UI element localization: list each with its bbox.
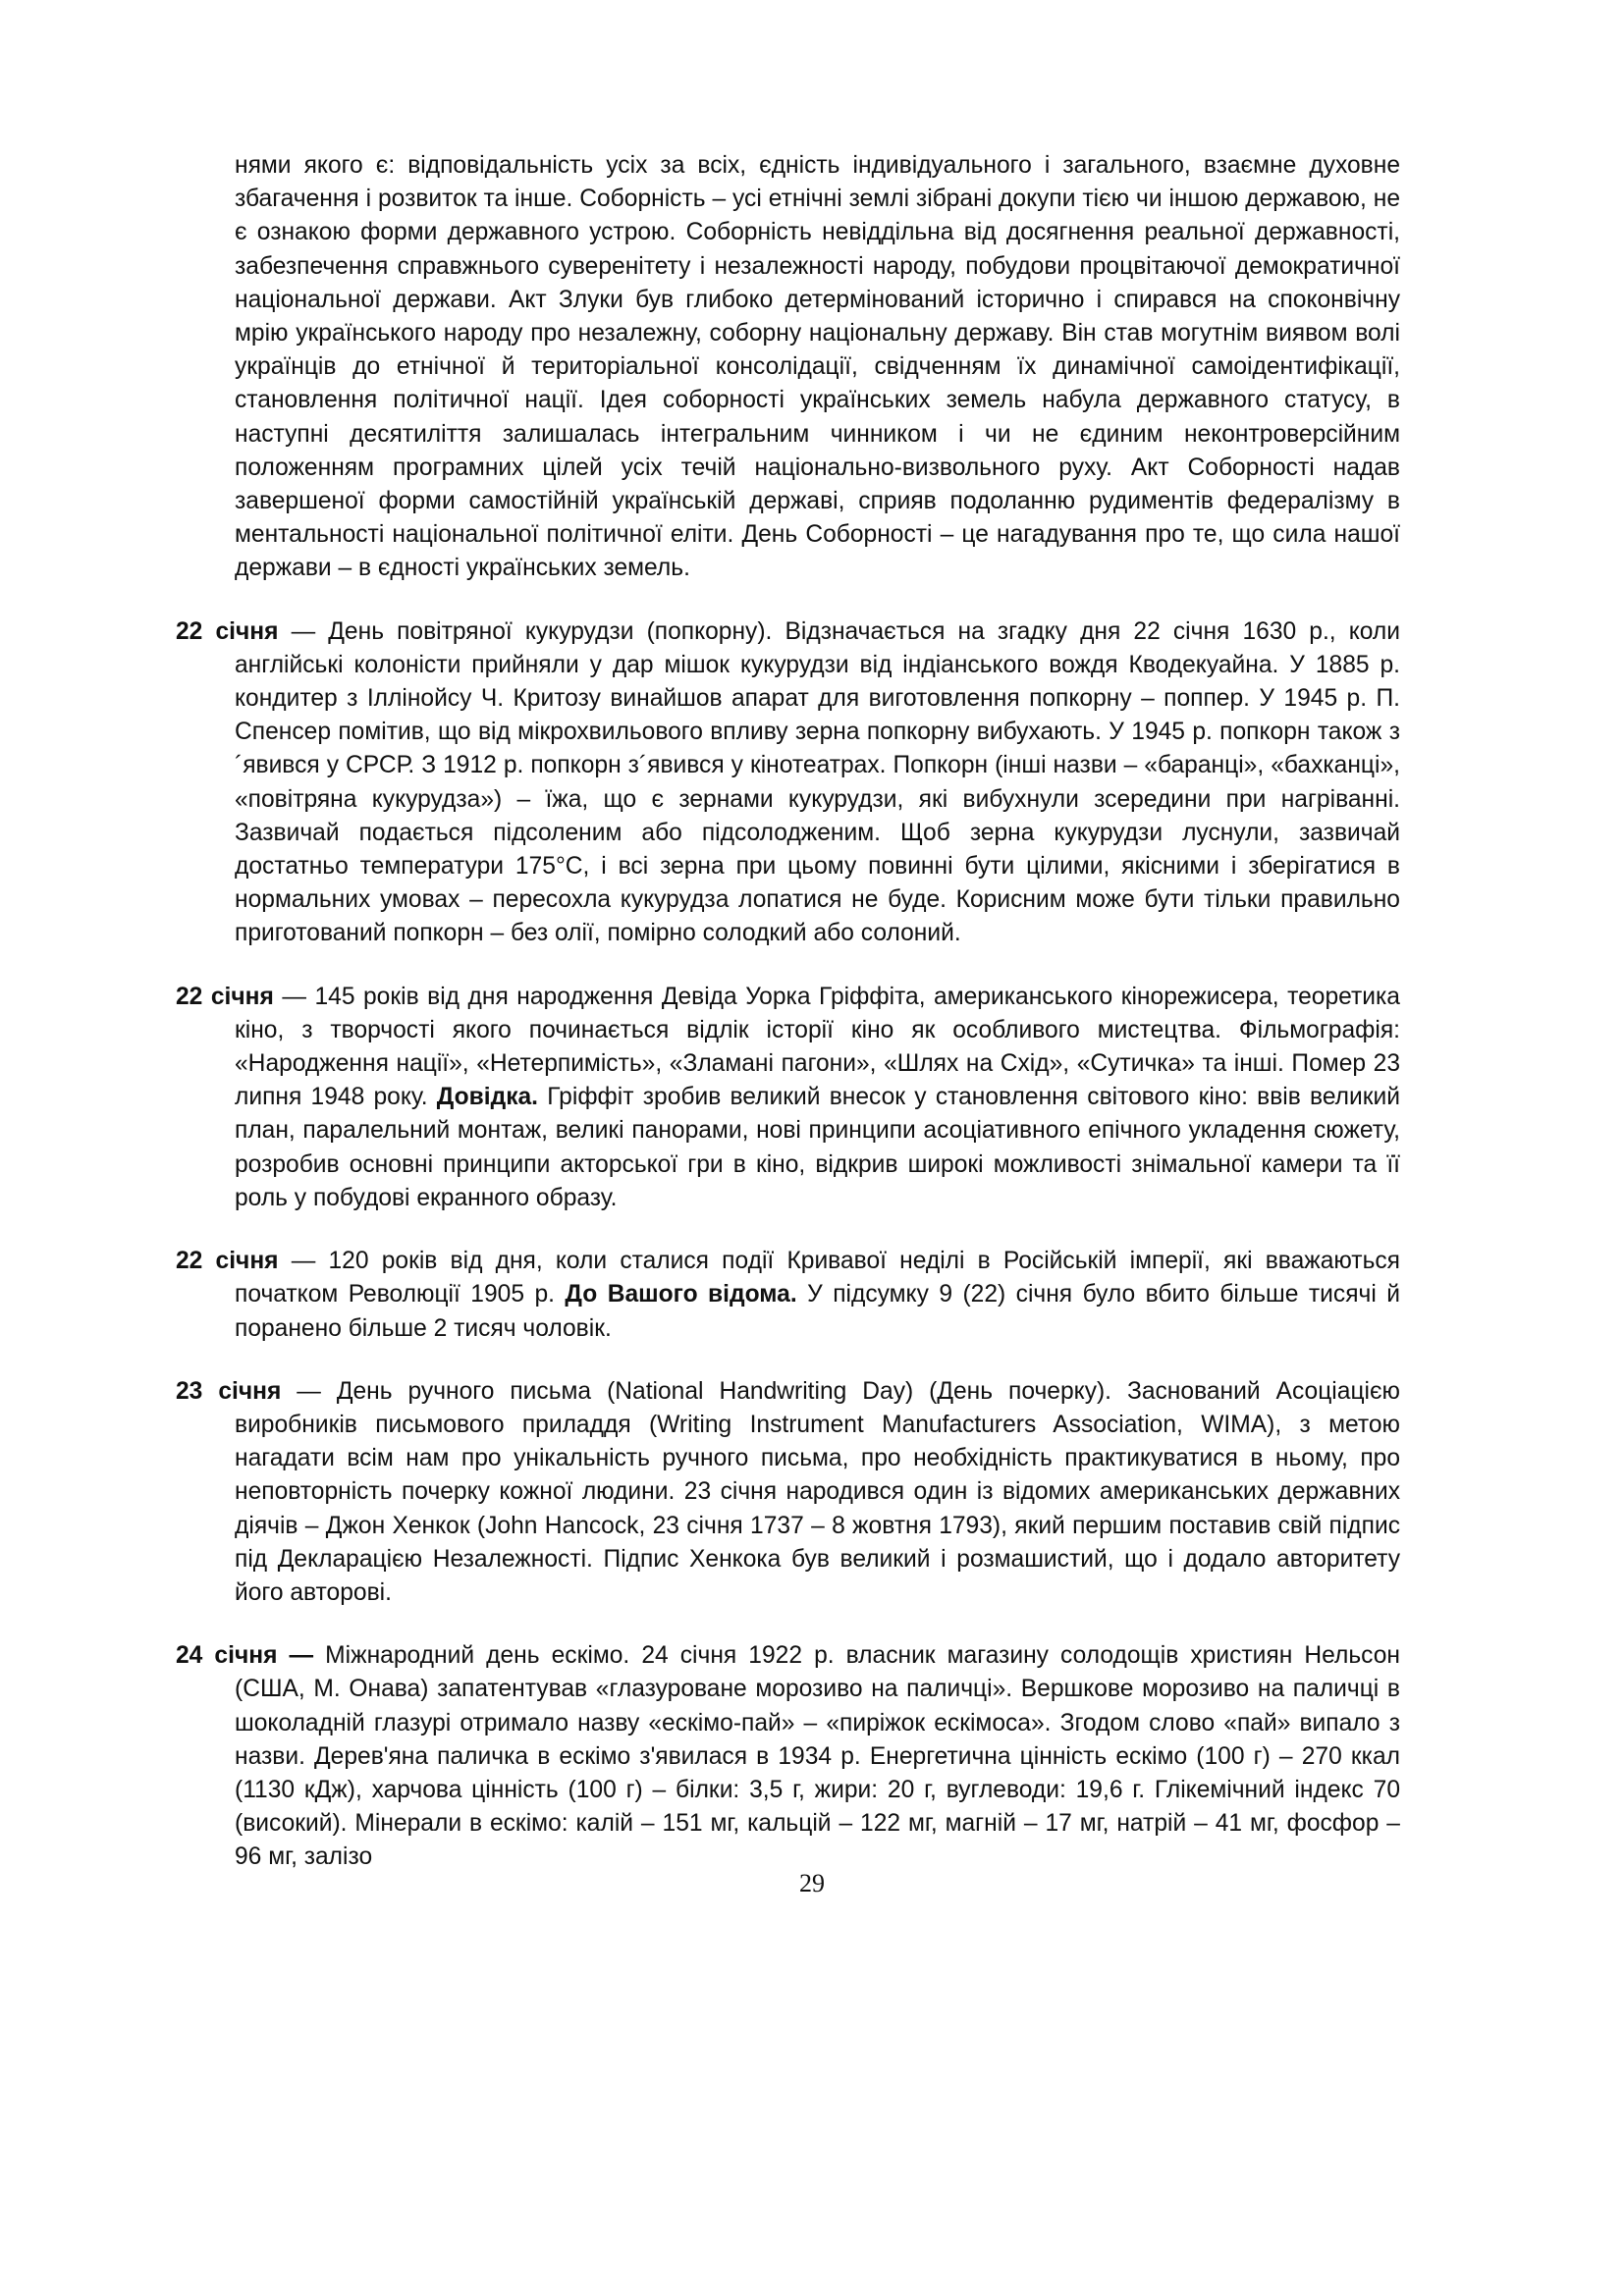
calendar-entry-griffith [176, 981, 1400, 1215]
calendar-entry-popcorn-day [176, 615, 1400, 951]
entry-note-text: У підсумку 9 (22) січня було вбито більше тисячі й поранено більше 2 тисяч чоловік. [235, 1281, 1400, 1342]
entry-reference-label: Довідка. [436, 1084, 539, 1111]
entry-date: 22 січня [176, 983, 274, 1010]
calendar-entry-eskimo-day [176, 1639, 1400, 1874]
continued-paragraph [176, 149, 1400, 586]
entry-text: — 120 років від дня, коли сталися події Кривавої неділі в Російській імперії, які вважаються початком Революції 1905 р. [235, 1248, 1401, 1308]
entry-note-label: До Вашого відома. [565, 1281, 797, 1308]
paragraph-text: нями якого є: відповідальність усіх за всіх, єдність індивідуального і загального, взаємне духовне збагачення і розвиток та інше. Соборність – усі етнічні землі зібрані докупи тією чи іншою державою, не є ознакою форми державного устрою. Соборність невіддільна від досягнення реальної державності, забезпечення справжнього суверенітету і незалежності народу, побудови процвітаючої демократичної національної держави. Акт Злуки був глибоко детермінований історично і спирався на споконвічну мрію українського народу про незалежну, соборну національну державу. Він став могутнім виявом волі українців до етнічної й територіальної консолідації, свідченням їх динамічної самоідентифікації, становлення політичної нації. Ідея соборності українських земель набула державного статусу, в наступні десятиліття залишалась інтегральним чинником і чи не єдиним неконтроверсійним положенням програмних цілей усіх течій національно-визвольного руху. Акт Соборності надав завершеної форми самостійній українській державі, сприяв подоланню рудиментів федералізму в ментальності національної політичної еліти. День Соборності – це нагадування про те, що сила нашої держави – в єдності українських земель. [235, 152, 1400, 582]
page-number: 29 [799, 1869, 825, 1897]
entry-reference-text: Гріффіт зробив великий внесок у становлення світового кіно: ввів великий план, паралельний монтаж, великі панорами, нові принципи асоціативного епічного укладення сюжету, розробив основні принципи акторської гри в кіно, відкрив широкі можливості знімальної камери та її роль у побудові екранного образу. [235, 1084, 1401, 1211]
entry-text: — День повітряної кукурудзи (попкорну). Відзначається на згадку дня 22 січня 1630 р., коли англійські колоністи прийняли у дар мішок кукурудзи від індіанського вождя Кводекуайна. У 1885 р. кондитер з Іллінойсу Ч. Критозу винайшов апарат для виготовлення попкорну – поппер. У 1945 р. П. Спенсер помітив, що від мікрохвильового впливу зерна попкорну вибухають. У 1945 р. попкорн також з´явився у СРСР. З 1912 р. попкорн з´явився у кінотеатрах. Попкорн (інші назви – «баранці», «бахканці», «повітряна кукурудза») – їжа, що є зернами кукурудзи, які вибухнули зсередини при нагріванні. Зазвичай подається підсоленим або підсолодженим. Щоб зерна кукурудзи луснули, зазвичай достатньо температури 175°С, і всі зерна при цьому повинні бути цілими, якісними і зберігатися в нормальних умовах – пересохла кукурудза лопатися не буде. Корисним може бути тільки правильно приготований попкорн – без олії, помірно солодкий або солоний. [235, 617, 1401, 947]
entry-date: 22 січня [176, 1248, 279, 1275]
calendar-entry-bloody-sunday [176, 1245, 1400, 1346]
entry-date: 24 січня — [176, 1642, 314, 1670]
entry-text: — 145 років від дня народження Девіда Уорка Гріффіта, американського кінорежисера, теоретика кіно, з творчості якого починається відлік історії кіно як особливого мистецтва. Фільмографія: «Народження нації», «Нетерпимість», «Зламані пагони», «Шлях на Схід», «Сутичка» та інші. Помер 23 липня 1948 року. [235, 983, 1400, 1111]
calendar-entry-handwriting-day [176, 1375, 1400, 1610]
entry-text: Міжнародний день ескімо. 24 січня 1922 р. власник магазину солодощів християн Нельсон (США, М. Онава) запатентував «глазуроване морозиво на паличці». Вершкове морозиво на паличці в шоколадній глазурі отримало назву «ескімо-пай» – «пиріжок ескімоса». Згодом слово «пай» випало з назви. Дерев'яна паличка в ескімо з'явилася в 1934 р. Енергетична цінність ескімо (100 г) – 270 ккал (1130 кДж), харчова цінність (100 г) – білки: 3,5 г, жири: 20 г, вуглеводи: 19,6 г. Глікемічний індекс 70 (високий). Мінерали в ескімо: калій – 151 мг, кальцій – 122 мг, магній – 17 мг, натрій – 41 мг, фосфор – 96 мг, залізо [235, 1642, 1400, 1871]
entry-text: — День ручного письма (National Handwriting Day) (День почерку). Заснований Асоціацією виробників письмового приладдя (Writing Instrument Manufacturers Association, WIMA), з метою нагадати всім нам про унікальність ручного письма, про необхідність практикуватися в ньому, про неповторність почерку кожної людини. 23 січня народився один із відомих американських державних діячів – Джон Хенкок (John Hancock, 23 січня 1737 – 8 жовтня 1793), який першим поставив свій підпис під Декларацією Незалежності. Підпис Хенкока був великий і розмашистий, що і додало авторитету його авторові. [235, 1377, 1400, 1606]
entry-date: 22 січня [176, 617, 279, 645]
page-content [176, 149, 1400, 1875]
entry-date: 23 січня [176, 1377, 282, 1405]
